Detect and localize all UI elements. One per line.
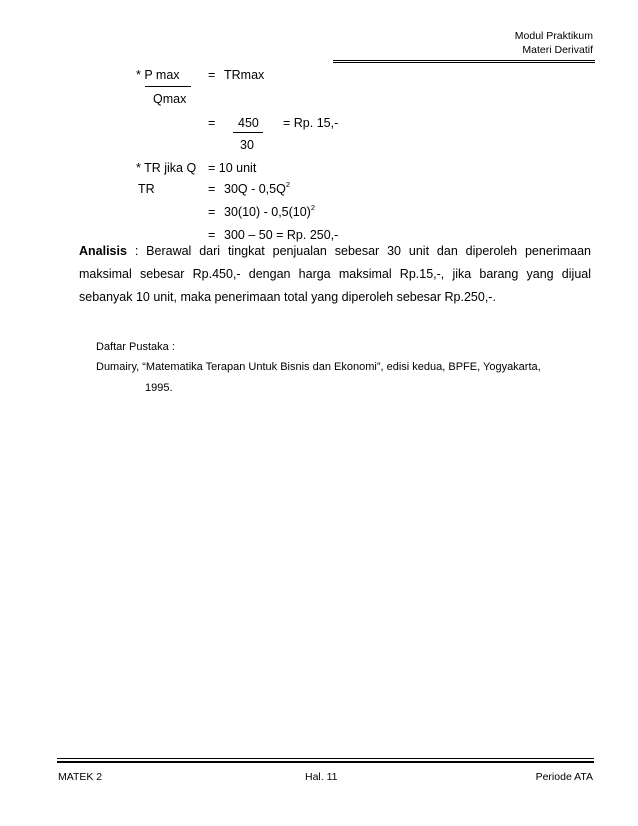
pmax-calc-equals: = — [208, 116, 216, 130]
footer-rule-2 — [57, 761, 594, 763]
tr2-label: TR — [138, 182, 155, 196]
tr2-expression — [224, 182, 290, 196]
tr3-equals: = — [208, 205, 216, 219]
tr3-expression-text: 30(10) - 0,5(10) — [224, 205, 311, 219]
tr2-equals: = — [208, 182, 216, 196]
analysis-paragraph — [79, 240, 591, 309]
pmax-calc-result: = Rp. 15,- — [283, 116, 339, 130]
tr4-result: 300 – 50 = Rp. 250,- — [224, 228, 339, 242]
tr-condition: = 10 unit — [208, 161, 257, 175]
reference-entry-year: 1995. — [145, 382, 173, 394]
pmax-numerator: TRmax — [224, 68, 265, 82]
reference-entry: Dumairy, “Matematika Terapan Untuk Bisnis dan Ekonomi”, edisi kedua, BPFE, Yogyakarta, — [96, 361, 541, 373]
analysis-line-3: sebanyak 10 unit, maka penerimaan total yang diperoleh sebesar Rp.250,-. — [79, 290, 496, 304]
footer-course: MATEK 2 — [58, 771, 103, 783]
pmax-equals: = — [208, 68, 216, 82]
header-rule — [333, 60, 595, 61]
analysis-line-2: maksimal sebesar Rp.450,- dengan harga maksimal Rp.15,-, jika barang yang dijual — [79, 267, 591, 281]
footer-rule — [57, 758, 594, 759]
pmax-denominator: Qmax — [153, 92, 187, 106]
tr2-expression-text: 30Q - 0,5Q — [224, 182, 286, 196]
footer-page-number: Hal. 11 — [305, 771, 338, 783]
tr4-equals: = — [208, 228, 216, 242]
tr3-expression — [224, 205, 315, 219]
footer-period: Periode ATA — [535, 771, 593, 783]
tr3-exponent: 2 — [310, 203, 316, 212]
header-title: Modul Praktikum — [514, 30, 593, 42]
header-rule-2 — [333, 62, 595, 63]
header-subtitle: Materi Derivatif — [522, 44, 593, 56]
pmax-fraction-bar — [145, 86, 191, 87]
analysis-line-1-text: : Berawal dari tingkat penjualan sebesar 30 unit dan diperoleh penerimaan — [126, 244, 591, 258]
tr2-exponent: 2 — [285, 180, 291, 189]
pmax-calc-fraction-bar — [233, 132, 263, 133]
pmax-calc-numerator: 450 — [238, 116, 259, 130]
tr-label: * TR jika Q — [136, 161, 197, 175]
pmax-calc-denominator: 30 — [240, 138, 254, 152]
pmax-label: * P max — [136, 68, 180, 82]
references-title: Daftar Pustaka : — [96, 341, 175, 353]
analysis-label: Analisis — [79, 244, 127, 258]
analysis-line-1 — [79, 240, 591, 263]
